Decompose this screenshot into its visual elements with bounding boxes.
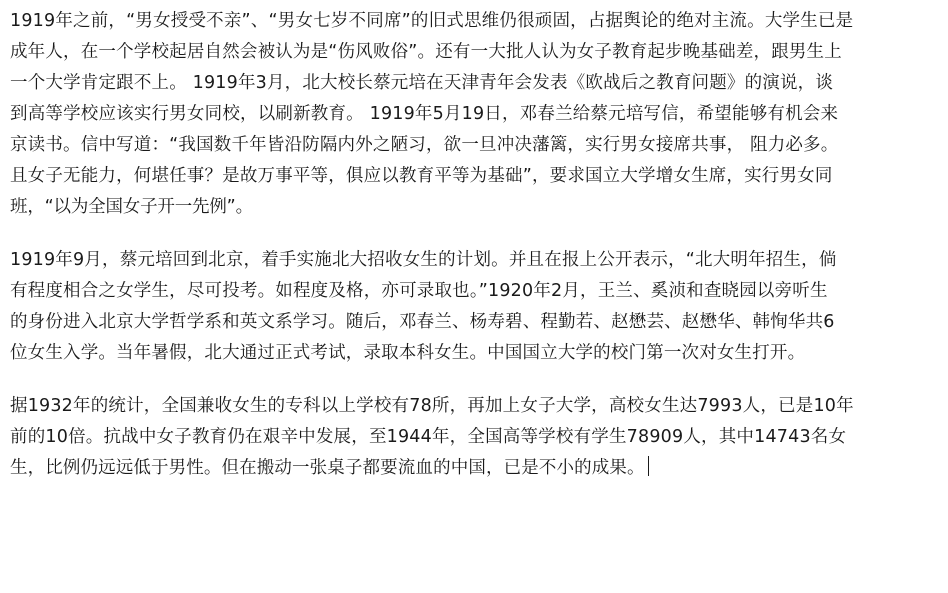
text-line: 且女子无能力，何堪任事？是故万事平等，俱应以教育平等为基础”，要求国立大学增女生席，实行男女同 [10, 166, 833, 186]
text-line: 到高等学校应该实行男女同校，以刷新教育。 1919年5月19日，邓春兰给蔡元培写信，希望能够有机会来 [10, 104, 839, 124]
text-line: 有程度相合之女学生，尽可投考。如程度及格，亦可录取也。”1920年2月，王兰、奚浈和查晓园以旁听生 [10, 281, 828, 301]
text-line: 京读书。信中写道：“我国数千年皆沿防隔内外之陋习，欲一旦冲决藩篱，实行男女接席共事， 阻力必多。 [10, 135, 839, 155]
text-line: 1919年9月，蔡元培回到北京，着手实施北大招收女生的计划。并且在报上公开表示，“北大明年招生，倘 [10, 250, 837, 270]
text-cursor [648, 456, 649, 476]
text-line: 前的10倍。抗战中女子教育仍在艰辛中发展，至1944年，全国高等学校有学生78909人，其中14743名女 [10, 427, 847, 447]
paragraph-2 [10, 245, 948, 369]
text-line: 一个大学肯定跟不上。 1919年3月，北大校长蔡元培在天津青年会发表《欧战后之教育问题》的演说，谈 [10, 73, 834, 93]
text-line: 1919年之前，“男女授受不亲”、“男女七岁不同席”的旧式思维仍很顽固，占据舆论的绝对主流。大学生已是 [10, 11, 854, 31]
text-line: 据1932年的统计，全国兼收女生的专科以上学校有78所，再加上女子大学，高校女生达7993人，已是10年 [10, 396, 854, 416]
text-line: 成年人，在一个学校起居自然会被认为是“伤风败俗”。还有一大批人认为女子教育起步晚基础差，跟男生上 [10, 42, 842, 62]
text-line-last [10, 453, 948, 484]
text-line: 位女生入学。当年暑假，北大通过正式考试，录取本科女生。中国国立大学的校门第一次对女生打开。 [10, 343, 806, 363]
text-line: 的身份进入北京大学哲学系和英文系学习。随后，邓春兰、杨寿碧、程勤若、赵懋芸、赵懋华、韩恂华共6 [10, 312, 835, 332]
paragraph-1 [10, 6, 948, 223]
paragraph-3[interactable] [10, 391, 948, 484]
text-line: 班，“以为全国女子开一先例”。 [10, 197, 253, 217]
text-line-content: 生，比例仍远远低于男性。但在搬动一张桌子都要流血的中国，已是不小的成果。 [10, 458, 645, 478]
